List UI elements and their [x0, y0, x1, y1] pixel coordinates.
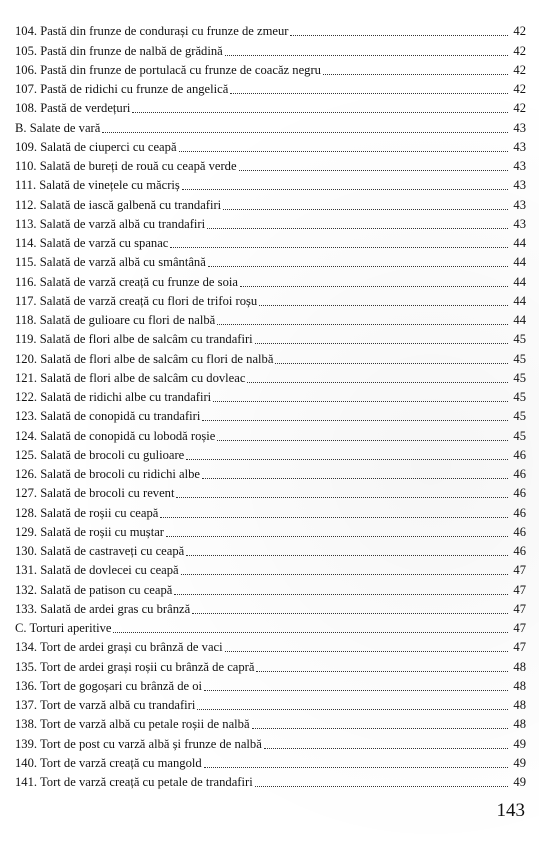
dot-leader	[323, 74, 508, 75]
dot-leader	[213, 401, 508, 402]
toc-entry-page: 44	[513, 293, 526, 308]
dot-leader	[259, 305, 508, 306]
toc-entry	[15, 463, 526, 482]
toc-entry-title: 112. Salată de iască galbenă cu trandafiri	[15, 197, 222, 212]
toc-entry-title: 119. Salată de flori albe de salcâm cu trandafiri	[15, 332, 253, 347]
toc-entry-title: 120. Salată de flori albe de salcâm cu flori de nalbă	[15, 351, 274, 366]
toc-entry-page: 49	[513, 755, 526, 770]
dot-leader	[186, 555, 508, 556]
toc-entry-page: 48	[513, 698, 526, 712]
toc-entry-title: 132. Salată de patison cu ceapă	[15, 582, 173, 597]
dot-leader	[182, 189, 508, 190]
toc-entry	[15, 347, 526, 366]
toc-entry-title: 138. Tort de varză albă cu petale roșii de nalbă	[15, 717, 250, 732]
toc-entry	[15, 251, 526, 270]
toc-entry-page: 44	[513, 255, 526, 270]
dot-leader	[217, 324, 508, 325]
toc-entry-title: 115. Salată de varză albă cu smântână	[15, 255, 206, 270]
toc-entry-page: 46	[513, 544, 526, 558]
toc-entry-page: 47	[513, 582, 526, 597]
toc-entry-page: 45	[513, 390, 526, 404]
toc-entry-page: 44	[513, 313, 526, 327]
toc-entry-page: 49	[513, 736, 526, 751]
toc-entry-title: 131. Salată de dovlecei cu ceapă	[15, 563, 179, 578]
toc-entry	[15, 559, 526, 578]
toc-entry	[15, 732, 526, 751]
toc-entry	[15, 39, 526, 58]
dot-leader	[174, 594, 508, 595]
toc-entry-page: 45	[513, 409, 526, 424]
dot-leader	[170, 247, 508, 248]
toc-entry	[15, 386, 526, 405]
toc-entry-page: 46	[513, 486, 526, 501]
toc-entry	[15, 424, 526, 443]
toc-entry-page: 46	[513, 524, 526, 539]
toc-entry-page: 46	[513, 447, 526, 462]
dot-leader	[207, 228, 508, 229]
toc-entry-title: 129. Salată de roșii cu muștar	[15, 524, 164, 539]
toc-entry-page: 48	[513, 717, 526, 732]
toc-entry-title: 126. Salată de brocoli cu ridichi albe	[15, 467, 200, 481]
toc-entry-page: 43	[513, 197, 526, 212]
toc-entry	[15, 270, 526, 289]
dot-leader	[223, 209, 508, 210]
toc-entry	[15, 405, 526, 424]
toc-entry-title: 109. Salată de ciuperci cu ceapă	[15, 139, 177, 154]
toc-entry	[15, 771, 526, 790]
dot-leader	[264, 748, 508, 749]
dot-leader	[208, 266, 508, 267]
dot-leader	[255, 343, 508, 344]
toc-entry	[15, 328, 526, 347]
dot-leader	[202, 420, 508, 421]
toc-entry-title: 110. Salată de bureți de rouă cu ceapă verde	[15, 159, 237, 173]
toc-entry-title: 133. Salată de ardei gras cu brânză	[15, 601, 191, 616]
dot-leader	[239, 170, 508, 171]
toc-entry	[15, 290, 526, 309]
toc-entry	[15, 713, 526, 732]
toc-entry-title: 114. Salată de varză cu spanac	[15, 236, 169, 250]
toc-entry-page: 43	[513, 216, 526, 231]
dot-leader	[275, 363, 508, 364]
dot-leader	[197, 709, 508, 710]
toc-entry-page: 45	[513, 370, 526, 385]
toc-entry-page: 48	[513, 678, 526, 693]
toc-entry-title: 130. Salată de castraveți cu ceapă	[15, 544, 185, 558]
toc-entry	[15, 540, 526, 559]
toc-entry-page: 45	[513, 428, 526, 443]
dot-leader	[256, 671, 508, 672]
toc-entry-title: B. Salate de vară	[15, 120, 101, 135]
toc-entry-page: 46	[513, 505, 526, 520]
toc-entry-page: 48	[513, 659, 526, 674]
toc-entry-title: 137. Tort de varză albă cu trandafiri	[15, 698, 196, 712]
dot-leader	[181, 574, 508, 575]
toc-entry-page: 42	[513, 24, 526, 39]
toc-entry-title: 123. Salată de conopidă cu trandafiri	[15, 409, 201, 424]
table-of-contents	[15, 20, 526, 790]
toc-entry-page: 43	[513, 120, 526, 135]
toc-entry-page: 47	[513, 621, 526, 635]
toc-entry-title: 134. Tort de ardei grași cu brânză de vaci	[15, 640, 223, 655]
dot-leader	[202, 478, 508, 479]
dot-leader	[217, 440, 508, 441]
toc-entry	[15, 501, 526, 520]
dot-leader	[132, 112, 508, 113]
toc-entry-title: 113. Salată de varză albă cu trandafiri	[15, 216, 206, 231]
toc-entry-title: 121. Salată de flori albe de salcâm cu dovleac	[15, 370, 246, 385]
toc-entry-page: 43	[513, 139, 526, 154]
toc-entry-title: 135. Tort de ardei grași roșii cu brânză de capră	[15, 659, 255, 674]
toc-entry-page: 42	[513, 43, 526, 58]
toc-entry	[15, 444, 526, 463]
toc-entry-page: 43	[513, 178, 526, 193]
toc-entry	[15, 97, 526, 116]
dot-leader	[225, 651, 508, 652]
dot-leader	[186, 459, 508, 460]
dot-leader	[102, 132, 508, 133]
toc-entry-page: 42	[513, 101, 526, 116]
dot-leader	[230, 93, 508, 94]
toc-entry	[15, 598, 526, 617]
toc-entry-page: 45	[513, 351, 526, 366]
toc-entry-title: 122. Salată de ridichi albe cu trandafiri	[15, 390, 212, 404]
dot-leader	[179, 151, 508, 152]
toc-entry-title: C. Torturi aperitive	[15, 621, 112, 635]
toc-entry-page: 43	[513, 159, 526, 173]
toc-entry-title: 105. Pastă din frunze de nalbă de grădină	[15, 43, 223, 58]
dot-leader	[290, 35, 508, 36]
toc-entry	[15, 309, 526, 328]
dot-leader	[192, 613, 508, 614]
toc-entry-page: 44	[513, 236, 526, 250]
toc-entry-title: 139. Tort de post cu varză albă și frunze de nalbă	[15, 736, 262, 751]
toc-entry-title: 128. Salată de roșii cu ceapă	[15, 505, 159, 520]
toc-entry-page: 45	[513, 332, 526, 347]
toc-entry-title: 118. Salată de gulioare cu flori de nalbă	[15, 313, 216, 327]
dot-leader	[204, 690, 508, 691]
toc-entry	[15, 174, 526, 193]
toc-entry	[15, 78, 526, 97]
toc-entry	[15, 655, 526, 674]
dot-leader	[247, 382, 508, 383]
toc-entry-page: 44	[513, 274, 526, 289]
toc-entry	[15, 213, 526, 232]
toc-entry-title: 117. Salată de varză creață cu flori de trifoi roșu	[15, 293, 258, 308]
toc-entry-page: 47	[513, 640, 526, 655]
toc-entry-title: 124. Salată de conopidă cu lobodă roșie	[15, 428, 216, 443]
toc-entry	[15, 136, 526, 155]
toc-entry-page: 47	[513, 563, 526, 578]
dot-leader	[160, 517, 508, 518]
toc-entry	[15, 617, 526, 636]
toc-entry	[15, 367, 526, 386]
toc-entry	[15, 521, 526, 540]
toc-entry	[15, 116, 526, 135]
toc-entry	[15, 59, 526, 78]
dot-leader	[204, 767, 508, 768]
toc-entry-title: 140. Tort de varză creață cu mangold	[15, 755, 202, 770]
toc-entry-title: 108. Pastă de verdețuri	[15, 101, 131, 116]
toc-entry	[15, 155, 526, 174]
toc-entry-title: 106. Pastă din frunze de portulacă cu frunze de coacăz negru	[15, 62, 321, 77]
toc-entry	[15, 20, 526, 39]
dot-leader	[255, 786, 508, 787]
toc-entry-title: 107. Pastă de ridichi cu frunze de angelică	[15, 82, 229, 96]
toc-entry-title: 116. Salată de varză creață cu frunze de soia	[15, 274, 238, 289]
dot-leader	[166, 536, 508, 537]
toc-entry-page: 42	[513, 82, 526, 96]
toc-entry-page: 42	[513, 62, 526, 77]
dot-leader	[252, 728, 508, 729]
toc-entry	[15, 675, 526, 694]
toc-entry-title: 111. Salată de vinețele cu măcriș	[15, 178, 180, 193]
toc-entry-title: 127. Salată de brocoli cu revent	[15, 486, 175, 501]
toc-entry-title: 125. Salată de brocoli cu gulioare	[15, 447, 185, 462]
toc-entry	[15, 752, 526, 771]
toc-entry	[15, 578, 526, 597]
toc-entry-title: 104. Pastă din frunze de condurași cu frunze de zmeur	[15, 24, 289, 39]
toc-entry	[15, 193, 526, 212]
toc-entry-page: 47	[513, 601, 526, 616]
toc-entry	[15, 636, 526, 655]
toc-entry-title: 141. Tort de varză creață cu petale de trandafiri	[15, 775, 253, 789]
dot-leader	[240, 286, 508, 287]
toc-entry	[15, 694, 526, 713]
toc-entry-page: 49	[513, 775, 526, 789]
page-number: 143	[496, 800, 525, 821]
dot-leader	[176, 497, 508, 498]
dot-leader	[225, 55, 508, 56]
toc-entry	[15, 482, 526, 501]
dot-leader	[113, 632, 508, 633]
toc-entry-title: 136. Tort de gogoșari cu brânză de oi	[15, 678, 203, 693]
toc-entry-page: 46	[513, 467, 526, 481]
toc-entry	[15, 232, 526, 251]
